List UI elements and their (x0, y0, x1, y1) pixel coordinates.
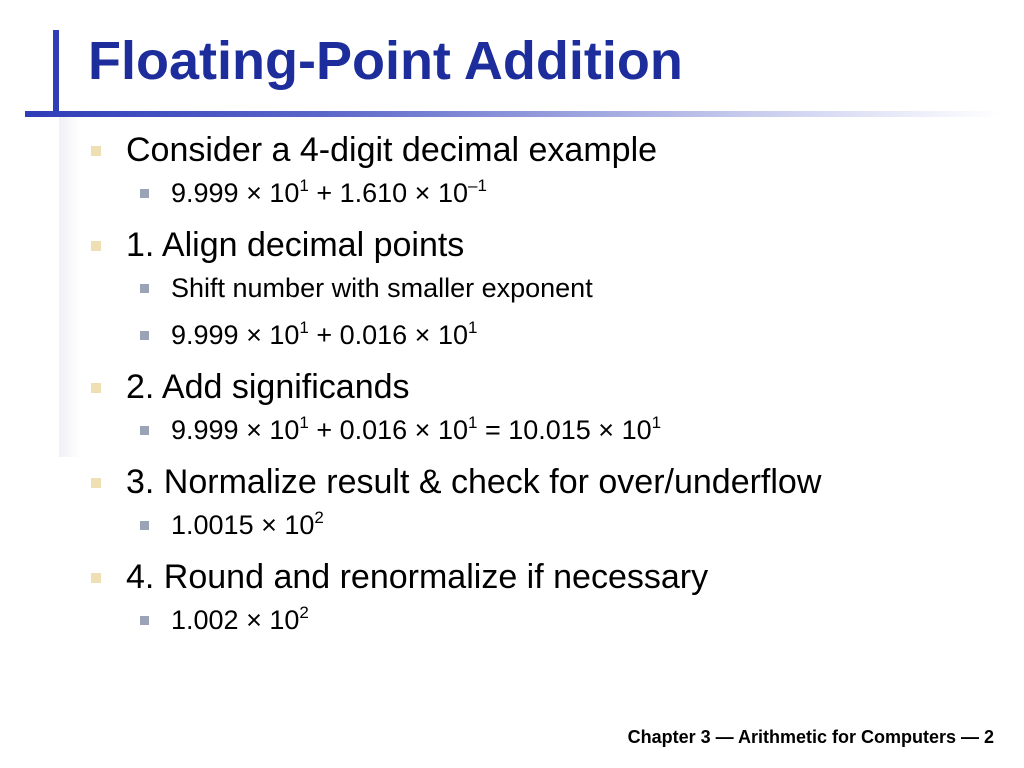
slide-body (0, 128, 1024, 650)
bullet-text: 3. Normalize result & check for over/underflow (126, 463, 822, 501)
bullet-square-icon (91, 241, 101, 251)
title-accent-vertical-bar (53, 30, 59, 117)
exponent: 1 (467, 318, 478, 337)
bullet-text: 2. Add significands (126, 368, 410, 406)
expr-part: + 1.610 × 10 (308, 178, 468, 208)
bullet-add (0, 365, 1024, 413)
bullet-normalize (0, 460, 1024, 508)
slide-title: Floating-Point Addition (88, 31, 683, 91)
exponent: 2 (314, 508, 324, 527)
bullet-text: Consider a 4-digit decimal example (126, 131, 658, 169)
sub-bullet-square-icon (140, 331, 149, 340)
expr-part: + 0.016 × 10 (308, 415, 468, 445)
bullet-square-icon (91, 478, 101, 488)
sub-bullet-normalized-expr (0, 508, 1024, 555)
exponent: 1 (467, 413, 478, 432)
sub-bullet-square-icon (140, 189, 149, 198)
sub-bullet-sum-expr (0, 413, 1024, 460)
bullet-consider (0, 128, 1024, 176)
sub-bullet-shift (0, 271, 1024, 318)
exponent: 2 (299, 603, 309, 622)
sub-bullet-text: Shift number with smaller exponent (171, 273, 593, 303)
exponent: 1 (299, 176, 309, 195)
bullet-round (0, 555, 1024, 603)
exponent: 1 (651, 413, 662, 432)
bullet-square-icon (91, 146, 101, 156)
slide-footer: Chapter 3 — Arithmetic for Computers — 2 (627, 727, 994, 747)
title-accent-horizontal-bar (25, 111, 1000, 117)
bullet-square-icon (91, 383, 101, 393)
bullet-text: 4. Round and renormalize if necessary (126, 558, 709, 596)
sub-bullet-square-icon (140, 521, 149, 530)
expr-part: 9.999 × 10 (171, 320, 300, 350)
sub-bullet-square-icon (140, 426, 149, 435)
expr-part: = 10.015 × 10 (477, 415, 652, 445)
expr-part: 9.999 × 10 (171, 178, 300, 208)
bullet-align (0, 223, 1024, 271)
sub-bullet-square-icon (140, 284, 149, 293)
exponent: –1 (467, 176, 487, 195)
exponent: 1 (299, 318, 309, 337)
expr-part: 1.0015 × 10 (171, 510, 315, 540)
expr-part: 9.999 × 10 (171, 415, 300, 445)
expr-part: + 0.016 × 10 (308, 320, 468, 350)
sub-bullet-square-icon (140, 616, 149, 625)
expr-part: 1.002 × 10 (171, 605, 300, 635)
bullet-text: 1. Align decimal points (126, 226, 465, 264)
exponent: 1 (299, 413, 309, 432)
sub-bullet-example (0, 176, 1024, 223)
sub-bullet-rounded-expr (0, 603, 1024, 650)
sub-bullet-aligned-expr (0, 318, 1024, 365)
bullet-square-icon (91, 573, 101, 583)
